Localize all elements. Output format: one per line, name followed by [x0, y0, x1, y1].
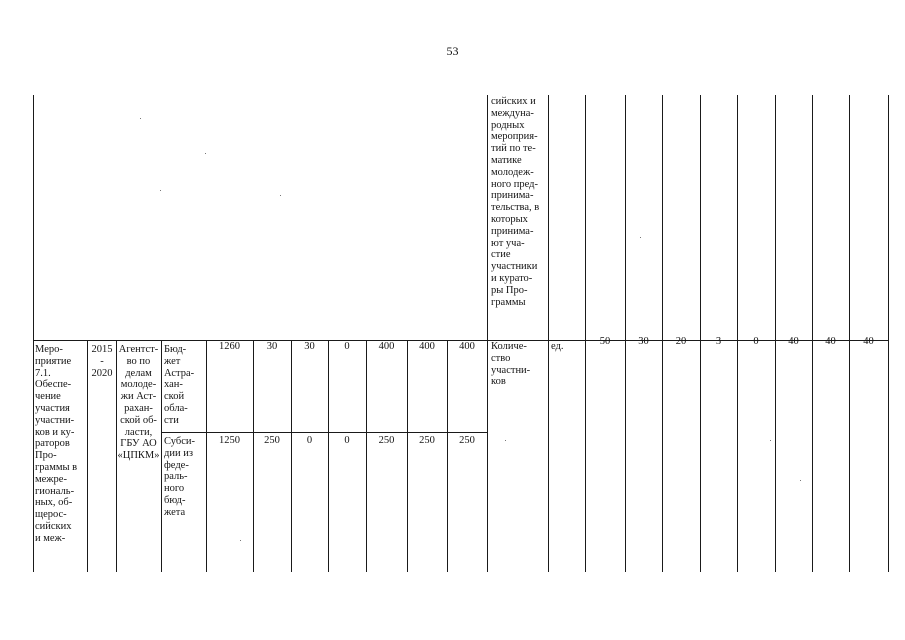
row-column-line	[291, 340, 292, 572]
scan-speck	[160, 190, 161, 191]
row-column-line	[548, 340, 549, 572]
federal-subsidy-value: 0	[306, 435, 313, 446]
row-column-line	[206, 340, 207, 572]
indicator-value: 50	[599, 336, 611, 347]
upper-column-line	[737, 95, 738, 340]
scan-speck	[240, 540, 241, 541]
scan-speck	[140, 118, 141, 119]
upper-column-line	[487, 95, 488, 340]
row-column-line	[585, 340, 586, 572]
regional-budget-value: 1260	[219, 341, 240, 352]
row-column-line	[888, 340, 889, 572]
row-column-line	[328, 340, 329, 572]
regional-budget-value: 400	[419, 341, 435, 352]
regional-budget-value: 400	[378, 341, 395, 352]
row-column-line	[662, 340, 663, 572]
source-label-federal: Субси- дии из феде- раль- ного бюд- жета	[164, 436, 195, 518]
scan-speck	[640, 237, 641, 238]
row-column-line	[849, 340, 850, 572]
indicator-name: Количе- ство участни- ков	[491, 341, 531, 388]
row-column-line	[775, 340, 776, 572]
indicator-continuation-text: сийских и междуна- родных мероприя- тий по те- матике молодеж- ного пред- принима- тельства, в которых принима- ют уча- стие участники и курато- ры Про- граммы	[491, 96, 540, 308]
source-label-regional: Бюд- жет Астра- хан- ской обла- сти	[164, 344, 195, 426]
federal-subsidy-value: 250	[264, 435, 280, 446]
indicator-value: 40	[788, 336, 799, 347]
upper-column-line	[625, 95, 626, 340]
indicator-value: 3	[715, 336, 722, 347]
indicator-value: 30	[638, 336, 649, 347]
scan-speck	[280, 195, 281, 196]
scan-speck	[800, 480, 801, 481]
upper-column-line	[888, 95, 889, 340]
scan-speck	[205, 153, 206, 154]
row-column-line	[161, 340, 162, 572]
regional-budget-value: 30	[266, 341, 278, 352]
upper-column-line	[775, 95, 776, 340]
upper-column-line	[849, 95, 850, 340]
federal-subsidy-value: 250	[378, 435, 395, 446]
upper-column-line	[812, 95, 813, 340]
indicator-value: 40	[863, 336, 874, 347]
measure-name: Меро- приятие 7.1. Обеспе- чение участия участни- ков и ку- раторов Про- граммы в межре- гиональ- ных, об- щерос- сийских и меж-	[35, 344, 78, 544]
indicator-value: 20	[675, 336, 687, 347]
source-split-rule	[161, 432, 487, 433]
row-column-line	[700, 340, 701, 572]
period: 2015 - 2020	[91, 344, 113, 379]
regional-budget-value: 400	[459, 341, 475, 352]
scan-speck	[770, 440, 771, 441]
federal-subsidy-value: 250	[459, 435, 475, 446]
row-column-line	[447, 340, 448, 572]
page-number: 53	[446, 44, 459, 58]
executor: Агентст- во по делам молоде- жи Аст- рахан- ской об- ласти, ГБУ АО «ЦПКМ»	[117, 344, 160, 462]
row-column-line	[737, 340, 738, 572]
regional-budget-value: 30	[304, 341, 315, 352]
federal-subsidy-value: 1250	[219, 435, 240, 446]
regional-budget-value: 0	[344, 341, 350, 352]
row-column-line	[812, 340, 813, 572]
upper-column-line	[585, 95, 586, 340]
scan-speck	[505, 440, 506, 441]
indicator-value: 40	[825, 336, 836, 347]
row-column-line	[407, 340, 408, 572]
indicator-value: 0	[753, 336, 759, 347]
row-column-line	[625, 340, 626, 572]
federal-subsidy-value: 250	[419, 435, 435, 446]
upper-column-line	[548, 95, 549, 340]
federal-subsidy-value: 0	[344, 435, 350, 446]
row-column-line	[487, 340, 488, 572]
unit: ед.	[551, 341, 564, 352]
upper-column-line	[33, 95, 34, 340]
upper-column-line	[700, 95, 701, 340]
upper-column-line	[662, 95, 663, 340]
row-column-line	[366, 340, 367, 572]
row-column-line	[253, 340, 254, 572]
row-column-line	[33, 340, 34, 572]
